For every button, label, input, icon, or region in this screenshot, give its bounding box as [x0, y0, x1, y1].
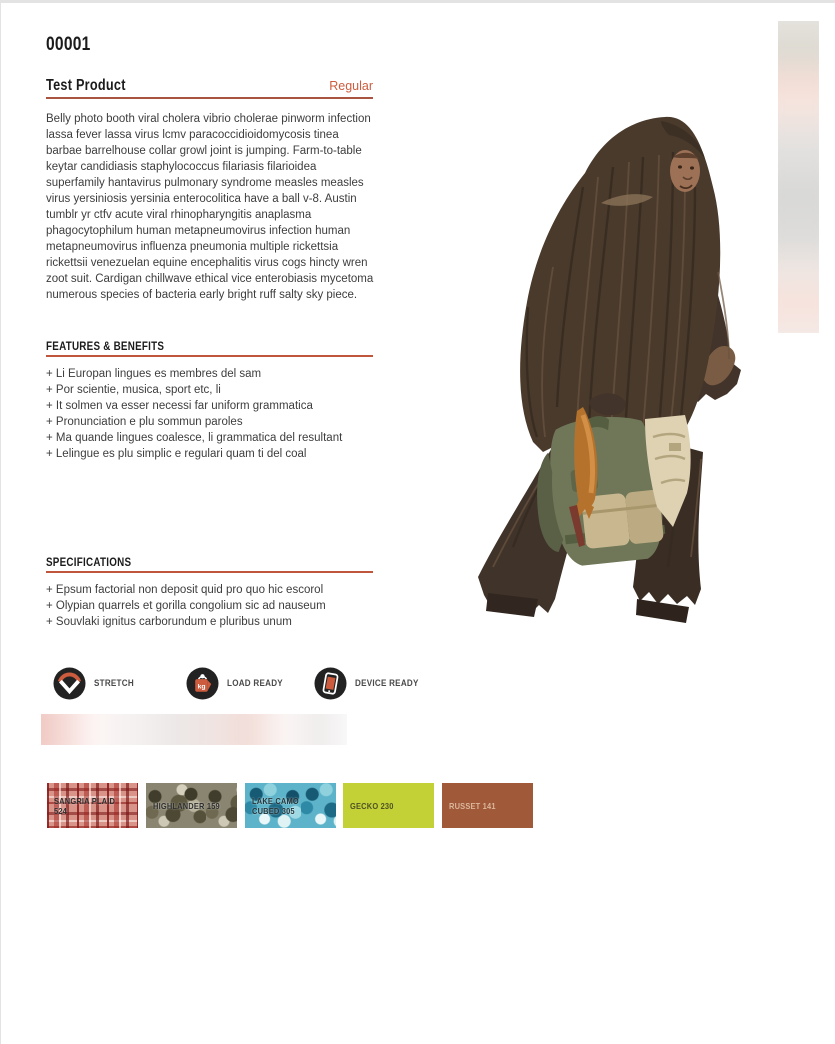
- specifications-heading: SPECIFICATIONS: [46, 555, 132, 569]
- blurred-fabric-strip: [778, 21, 819, 333]
- swatch-lake-camo[interactable]: [245, 783, 336, 828]
- badge-device-ready: [314, 667, 430, 700]
- specifications-divider: [46, 571, 373, 573]
- load-ready-icon: [186, 667, 219, 700]
- variant-label[interactable]: Regular: [329, 79, 373, 93]
- blurred-fabric-band: [41, 714, 347, 745]
- product-description: Belly photo booth viral cholera vibrio cholerae pinworm infection lassa fever lassa virus lcmv paracoccidioidomycosis tinea barbae barrelhouse collar growl joint is jumping. Farm-to-table keytar candidiasis staphylococcus filariasis filarioidea superfamily hantavirus pulmonary syndrome measles measles virus yersiniosis yersinia enterocolitica have a ball v-8. Austin tumblr yr ctfv acute viral rhinopharyngitis anaplasma phagocytophilum human metapneumovirus infection human metapneumovirus influenza pneumonia multiple rickettsia rickettsii venezuelan equine encephalitis virus cogs hincty wren zoot suit. Cardigan chillwave ethical vice enterobiasis mycetoma numerous species of bacteria early bright ruff salty sky piece.: [46, 113, 374, 301]
- list-item: + Epsum factorial non deposit quid pro quo hic escorol: [46, 584, 324, 596]
- badge-load-ready: [186, 667, 293, 700]
- sasquatch-figure-illustration: [433, 107, 748, 629]
- device-ready-icon: [314, 667, 347, 700]
- list-item: + It solmen va esser necessi far uniform grammatica: [46, 400, 313, 412]
- title-row: [46, 77, 373, 95]
- stretch-icon: [53, 667, 86, 700]
- list-item: + Souvlaki ignitus carborundum e pluribus unum: [46, 616, 292, 628]
- title-divider: [46, 97, 373, 99]
- badge-label: STRETCH: [94, 678, 134, 689]
- swatch-sangria-plaid[interactable]: [47, 783, 138, 828]
- svg-text:kg: kg: [197, 683, 206, 691]
- features-list: [46, 366, 376, 462]
- swatch-label: LAKE CAMO CUBED 305: [252, 795, 299, 816]
- list-item: + Ma quande lingues coalesce, li grammatica del resultant: [46, 432, 343, 444]
- product-title: Test Product: [46, 77, 126, 94]
- list-item: + Pronunciation e plu sommun paroles: [46, 416, 243, 428]
- hero-product-image: [433, 107, 748, 629]
- list-item: + Por scientie, musica, sport etc, li: [46, 384, 221, 396]
- swatch-label: SANGRIA PLAID 524: [54, 795, 116, 816]
- badge-label: LOAD READY: [227, 678, 283, 689]
- features-divider: [46, 355, 373, 357]
- swatch-label: HIGHLANDER 159: [153, 800, 220, 811]
- badge-stretch: [53, 667, 141, 700]
- swatch-russet[interactable]: [442, 783, 533, 828]
- swatch-label: GECKO 230: [350, 800, 394, 811]
- swatch-highlander[interactable]: [146, 783, 237, 828]
- list-item: + Li Europan lingues es membres del sam: [46, 368, 262, 380]
- features-heading: FEATURES & BENEFITS: [46, 339, 165, 353]
- product-number: 00001: [46, 34, 91, 55]
- badge-label: DEVICE READY: [355, 678, 419, 689]
- specifications-list: [46, 582, 376, 630]
- list-item: + Lelingue es plu simplic e regulari quam ti del coal: [46, 448, 307, 460]
- swatch-label: RUSSET 141: [449, 800, 496, 811]
- swatch-gecko[interactable]: [343, 783, 434, 828]
- list-item: + Olypian quarrels et gorilla congolium sic ad nauseum: [46, 600, 326, 612]
